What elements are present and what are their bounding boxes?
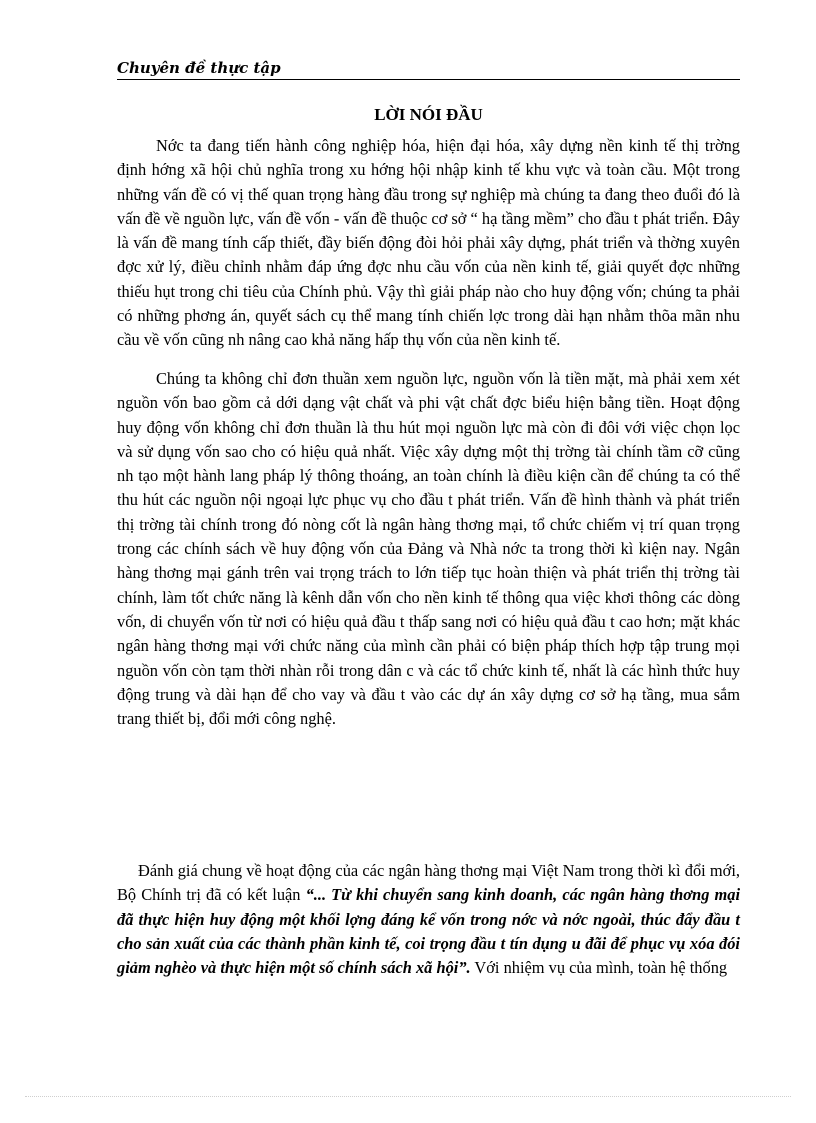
footer-divider [25,1096,791,1097]
page-header [117,57,740,80]
politburo-quote: “... Từ khi chuyển sang kinh doanh, các ngân hàng thơng mại đã thực hiện huy động một khối lợng đáng kể vốn trong nớc và nớc ngoài, thúc đẩy đầu t cho sản xuất của các thành phần kinh tế, coi trọng đầu t tín dụng u đãi để phục vụ xóa đói giảm nghèo và thực hiện một số chính sách xã hội”. [117,885,740,978]
paragraph-3-lead: Đánh giá chung về hoạt động của các ngân hàng thơng mại Việt Nam trong thời kì đổi mới, Bộ Chính trị đã có kết luận [117,861,740,905]
header-title: Chuyên đề thực tập [117,59,281,77]
paragraph-3-tail: Với nhiệm vụ của mình, toàn hệ thống [470,958,728,978]
paragraph-3 [117,859,740,980]
paragraph-1: Nớc ta đang tiến hành công nghiệp hóa, hiện đại hóa, xây dựng nền kinh tế thị trờng định hớng xã hội chủ nghĩa trong xu hớng hội nhập kinh tế khu vực và toàn cầu. Một trong những vấn đề có vị thế quan trọng hàng đầu trong sự nghiệp mà chúng ta đang theo đuổi đó là vấn đề về nguồn lực, vấn đề vốn - vấn đề thuộc cơ sở “ hạ tầng mềm” cho đầu t phát triển. Đây là vấn đề mang tính cấp thiết, đầy biến động đòi hỏi phải xây dựng, phát triển và thờng xuyên đợc xử lý, điều chỉnh nhằm đáp ứng đợc nhu cầu vốn của nền kinh tế, giải quyết đợc những thiếu hụt trong chi tiêu của Chính phủ. Vậy thì giải pháp nào cho huy động vốn; chúng ta phải có những phơng án, quyết sách cụ thể mang tính chiến lợc trong dài hạn nhằm thõa mãn nhu cầu về vốn cũng nh nâng cao khả năng hấp thụ vốn của nền kinh tế. [117,136,740,350]
paragraph-2: Chúng ta không chỉ đơn thuần xem nguồn lực, nguồn vốn là tiền mặt, mà phải xem xét nguồn vốn bao gồm cả dới dạng vật chất và phi vật chất đợc biểu hiện bằng tiền. Hoạt động huy động vốn không chỉ đơn thuần là thu hút mọi nguồn lực mà còn đi đôi với việc chọn lọc và sử dụng vốn sao cho có hiệu quả nhất. Việc xây dựng một thị trờng tài chính tầm cỡ cũng nh tạo một hành lang pháp lý thông thoáng, an toàn chính là điều kiện cần để chúng ta có thể thu hút các nguồn nội ngoại lực phục vụ cho đầu t phát triển. Vấn đề hình thành và phát triển thị trờng tài chính trong đó nòng cốt là ngân hàng thơng mại, tổ chức chiếm vị trí quan trọng trong các chính sách về huy động vốn của Đảng và Nhà nớc ta trong thời kì kiện nay. Ngân hàng thơng mại gánh trên vai trọng trách to lớn tiếp tục hoàn thiện và phát triển thị trờng tài chính, làm tốt chức năng là kênh dẫn vốn cho nền kinh tế thông qua việc khơi thông các dòng vốn, di chuyển vốn từ nơi có hiệu quả đầu t thấp sang nơi có hiệu quả đầu t cao hơn; mặt khác ngân hàng thơng mại với chức năng của mình cần phải có biện pháp thích hợp tập trung mọi nguồn vốn còn tạm thời nhàn rỗi trong dân c và các tổ chức kinh tế, nhất là các hình thức huy động trung và dài hạn để cho vay và đầu t vào các dự án xây dựng cơ sở hạ tầng, mua sắm trang thiết bị, đổi mới công nghệ. [117,369,740,729]
page-title: LỜI NÓI ĐẦU [374,105,483,124]
